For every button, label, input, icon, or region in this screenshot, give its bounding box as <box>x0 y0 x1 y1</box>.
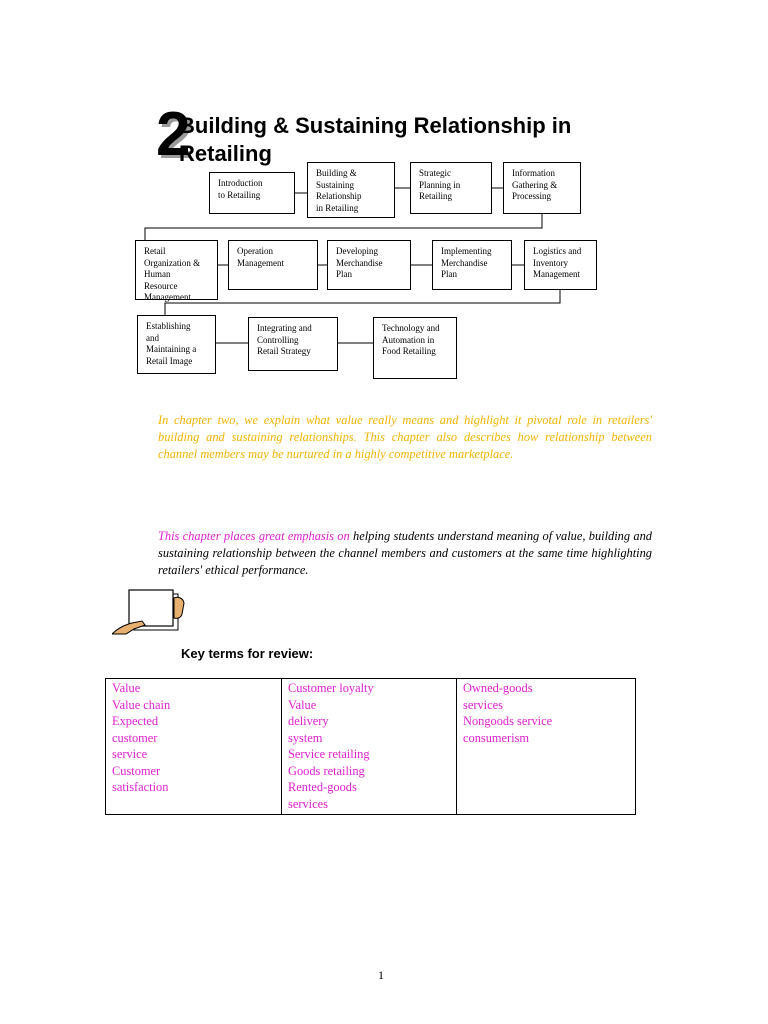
term-rented-goods: Rented-goods <box>288 780 357 794</box>
key-terms-column-3 <box>457 679 636 815</box>
term-goods-retailing: Goods retailing <box>288 763 365 778</box>
term-word: customer <box>112 730 158 745</box>
term-customer-loyalty: Customer loyalty <box>288 681 374 695</box>
emphasis-highlight: This chapter places great emphasis on <box>158 529 350 543</box>
box-building-sustaining: Building & Sustaining Relationship in Retailing <box>307 162 395 218</box>
box-information-gathering: Information Gathering & Processing <box>503 162 581 214</box>
page-number: 1 <box>378 968 384 982</box>
term-value-chain: Value chain <box>112 697 171 712</box>
title-line-1: Building & Sustaining Relationship in <box>179 113 572 138</box>
emphasis-paragraph <box>158 528 652 579</box>
key-terms-table <box>105 678 636 815</box>
term-service-retailing: Service retailing <box>288 747 370 761</box>
box-retail-organization: Retail Organization & Human Resource Management <box>135 240 218 300</box>
term-expected-customer <box>112 713 275 746</box>
term-system: system <box>288 730 323 745</box>
box-logistics-inventory: Logistics and Inventory Management <box>524 240 597 290</box>
term-services: services <box>288 796 328 811</box>
hand-note-icon <box>112 588 187 640</box>
box-integrating-controlling: Integrating and Controlling Retail Strategy <box>248 317 338 371</box>
term-consumerism: consumerism <box>463 730 530 745</box>
term-word: Value <box>288 697 317 712</box>
term-customer: Customer <box>112 763 161 778</box>
term-nongoods-service: Nongoods service <box>463 714 553 728</box>
term-word: delivery <box>288 714 329 728</box>
intro-paragraph: In chapter two, we explain what value really means and highlight it pivotal role in retailers' building and sustaining relationships. This chapter also describes how relationship between channel members may be nurtured in a highly competitive marketplace. <box>158 413 652 461</box>
term-services-2: services <box>463 697 503 712</box>
chapter-number: 2 <box>156 100 191 169</box>
emphasis-rest: helping students understand meaning of value, building and sustaining relationship between the channel members and customers at the same time highlighting retailers' ethical performance. <box>158 529 652 577</box>
term-word: Expected <box>112 714 159 728</box>
box-developing-merchandise: Developing Merchandise Plan <box>327 240 411 290</box>
key-terms-column-1 <box>106 679 282 815</box>
term-service: service <box>112 747 148 761</box>
box-introduction: Introduction to Retailing <box>209 172 295 214</box>
key-terms-heading: Key terms for review: <box>181 646 314 661</box>
box-technology-automation: Technology and Automation in Food Retailing <box>373 317 457 379</box>
box-implementing-merchandise: Implementing Merchandise Plan <box>432 240 512 290</box>
term-satisfaction: satisfaction <box>112 780 169 794</box>
term-owned-goods: Owned-goods <box>463 681 533 695</box>
key-terms-column-2 <box>282 679 457 815</box>
box-strategic-planning: Strategic Planning in Retailing <box>410 162 492 214</box>
term-value: Value <box>112 681 141 695</box>
term-value-delivery <box>288 697 450 730</box>
box-operation-management: Operation Management <box>228 240 318 290</box>
box-establishing-image: Establishing and Maintaining a Retail Image <box>137 315 216 374</box>
title-line-2: Retailing <box>179 141 272 166</box>
